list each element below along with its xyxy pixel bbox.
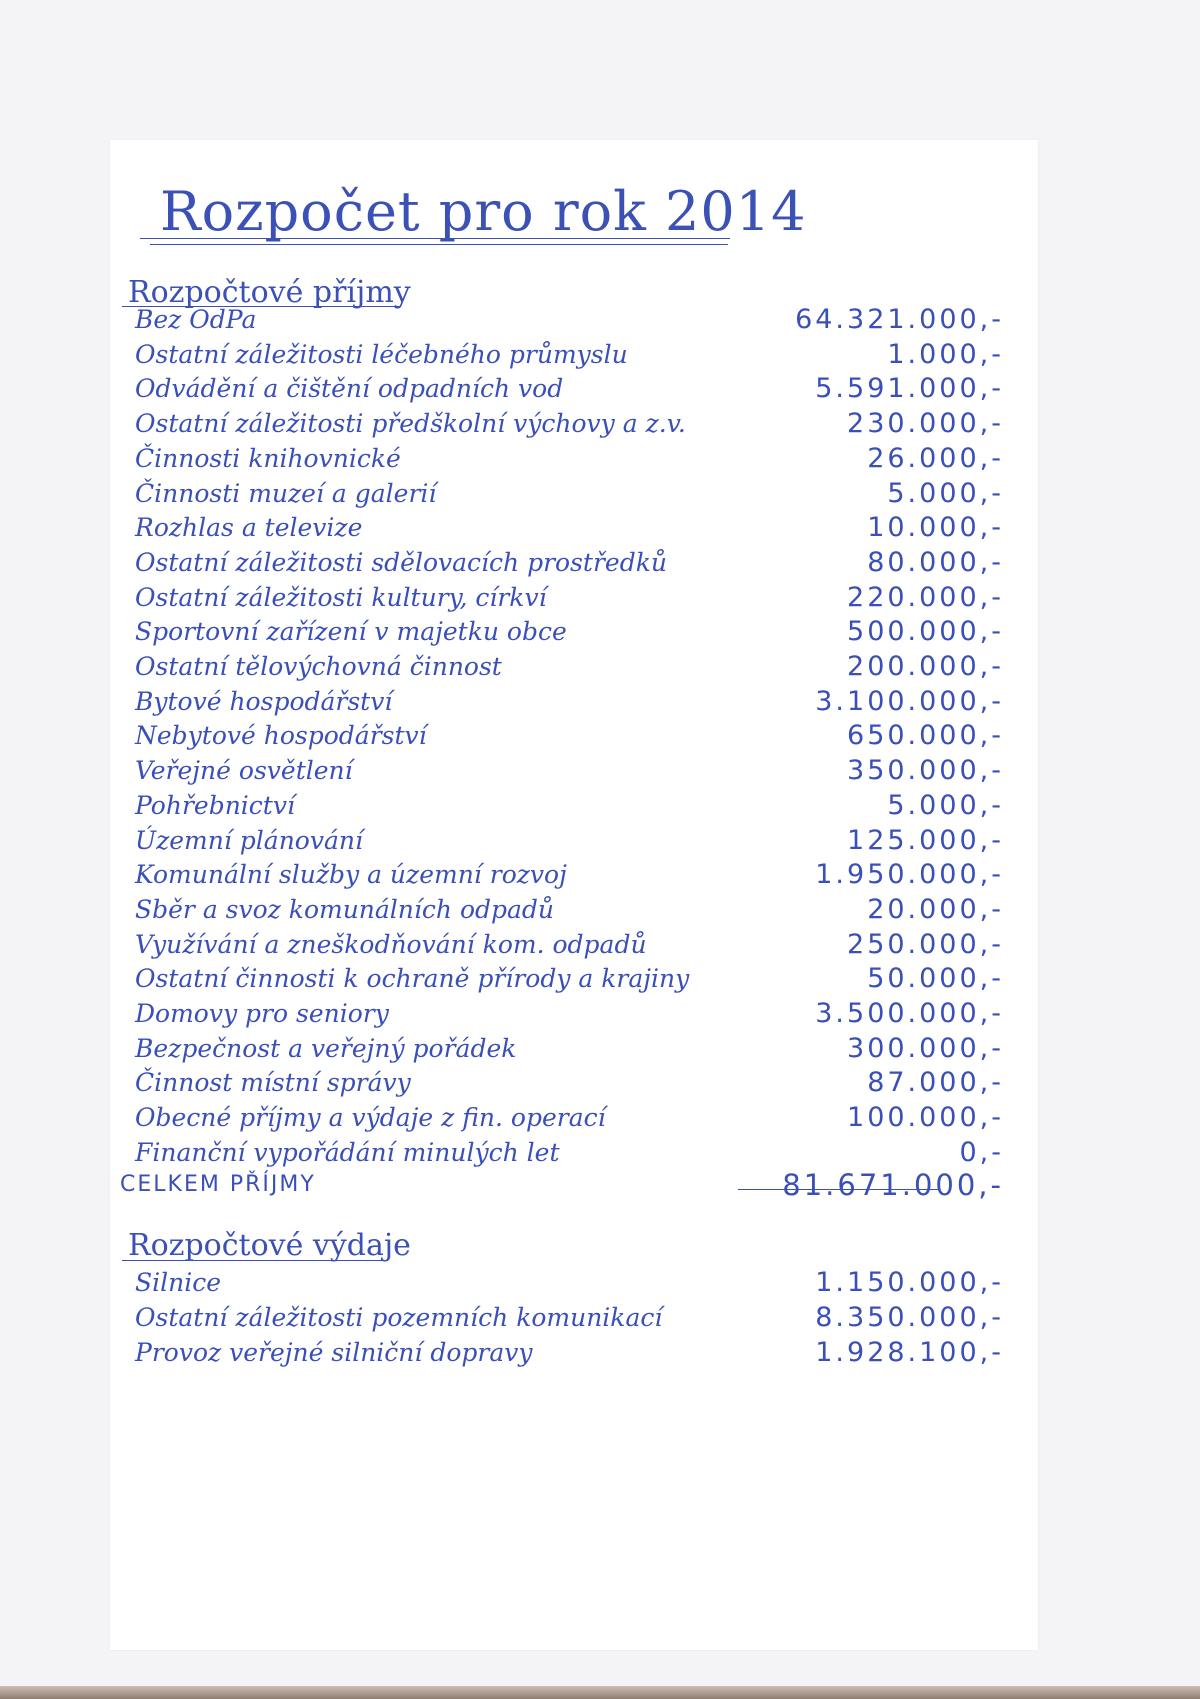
income-total-amount: 81.671.000,-: [782, 1168, 1004, 1202]
row-label: Bytové hospodářství: [135, 686, 393, 716]
row-amount: 300.000,-: [847, 1032, 1004, 1064]
row-label: Rozhlas a televize: [135, 513, 363, 543]
row-amount: 200.000,-: [847, 651, 1004, 682]
ledger-row: [0, 719, 1200, 753]
ledger-row: [0, 1136, 1200, 1170]
ledger-row: [0, 789, 1200, 823]
row-amount: 26.000,-: [867, 442, 1004, 474]
row-amount: 1.928.100,-: [815, 1337, 1004, 1368]
row-amount: 1.150.000,-: [815, 1267, 1004, 1298]
ledger-row: [0, 1066, 1200, 1100]
row-label: Bez OdPa: [135, 305, 257, 334]
ledger-row: [0, 754, 1200, 788]
ledger-row: [0, 303, 1200, 337]
income-total-row: [0, 1168, 1200, 1202]
row-amount: 100.000,-: [847, 1102, 1004, 1134]
row-label: Využívání a zneškodňování kom. odpadů: [135, 929, 647, 959]
row-amount: 500.000,-: [847, 616, 1004, 648]
ledger-row: [0, 928, 1200, 962]
income-total-label: CELKEM PŘÍJMY: [120, 1172, 316, 1197]
row-amount: 3.100.000,-: [815, 685, 1004, 717]
ledger-row: [0, 511, 1200, 545]
row-label: Veřejné osvětlení: [135, 756, 353, 786]
ledger-row: [0, 372, 1200, 406]
ledger-row: [0, 858, 1200, 892]
income-total-underline: [738, 1189, 940, 1190]
ledger-row: [0, 824, 1200, 858]
title-underline-second: [150, 244, 728, 245]
row-amount: 0,-: [959, 1136, 1004, 1168]
row-amount: 64.321.000,-: [795, 304, 1004, 335]
row-amount: 1.000,-: [887, 338, 1004, 370]
expenses-heading-underline: [122, 1260, 388, 1261]
row-amount: 5.591.000,-: [815, 373, 1004, 405]
title-underline: [140, 238, 730, 239]
ledger-row: [0, 1336, 1200, 1370]
row-label: Činnost místní správy: [135, 1068, 411, 1098]
row-amount: 250.000,-: [847, 928, 1004, 960]
ledger-row: [0, 685, 1200, 719]
ledger-row: [0, 546, 1200, 580]
row-amount: 1.950.000,-: [815, 859, 1004, 891]
row-label: Územní plánování: [135, 825, 363, 855]
ledger-row: [0, 1266, 1200, 1300]
row-amount: 20.000,-: [867, 893, 1004, 925]
row-label: Ostatní záležitosti předškolní výchovy a z.v.: [135, 409, 686, 439]
row-label: Činnosti muzeí a galerií: [135, 478, 437, 508]
row-label: Ostatní záležitosti léčebného průmyslu: [135, 339, 628, 369]
ledger-row: [0, 477, 1200, 511]
row-amount: 220.000,-: [847, 581, 1004, 613]
row-label: Nebytové hospodářství: [135, 721, 427, 751]
expenses-heading: Rozpočtové výdaje: [128, 1228, 411, 1263]
row-amount: 80.000,-: [867, 546, 1004, 578]
row-amount: 50.000,-: [867, 963, 1004, 995]
ledger-row: [0, 1101, 1200, 1135]
ledger-row: [0, 1301, 1200, 1335]
ledger-row: [0, 962, 1200, 996]
row-amount: 5.000,-: [887, 789, 1004, 821]
row-label: Domovy pro seniory: [135, 999, 389, 1028]
row-label: Činnosti knihovnické: [135, 443, 401, 473]
ledger-row: [0, 615, 1200, 649]
row-label: Pohřebnictví: [135, 790, 295, 820]
row-label: Finanční vypořádání minulých let: [135, 1137, 560, 1167]
ledger-row: [0, 650, 1200, 684]
row-label: Ostatní tělovýchovná činnost: [135, 652, 502, 681]
ledger-row: [0, 407, 1200, 441]
ledger-row: [0, 1032, 1200, 1066]
row-label: Sportovní zařízení v majetku obce: [135, 617, 567, 647]
row-amount: 650.000,-: [847, 720, 1004, 752]
row-amount: 125.000,-: [847, 824, 1004, 856]
row-amount: 10.000,-: [867, 512, 1004, 544]
row-label: Ostatní záležitosti sdělovacích prostředků: [135, 547, 667, 577]
income-heading: Rozpočtové příjmy: [128, 275, 411, 310]
row-amount: 87.000,-: [867, 1067, 1004, 1099]
row-label: Silnice: [135, 1268, 222, 1297]
scan-edge: [0, 1686, 1200, 1699]
row-label: Ostatní činnosti k ochraně přírody a krajiny: [135, 964, 690, 994]
row-amount: 3.500.000,-: [815, 998, 1004, 1029]
row-label: Odvádění a čištění odpadních vod: [135, 374, 564, 404]
ledger-row: [0, 442, 1200, 476]
ledger-row: [0, 338, 1200, 372]
row-amount: 8.350.000,-: [815, 1302, 1004, 1333]
ledger-row: [0, 581, 1200, 615]
row-amount: 350.000,-: [847, 755, 1004, 787]
row-label: Ostatní záležitosti kultury, církví: [135, 582, 547, 612]
ledger-row: [0, 893, 1200, 927]
page-title: Rozpočet pro rok 2014: [160, 180, 807, 243]
row-label: Ostatní záležitosti pozemních komunikací: [135, 1303, 663, 1332]
row-label: Obecné příjmy a výdaje z fin. operací: [135, 1103, 606, 1133]
row-label: Sběr a svoz komunálních odpadů: [135, 894, 555, 924]
row-amount: 230.000,-: [847, 408, 1004, 440]
row-amount: 5.000,-: [887, 477, 1004, 509]
row-label: Provoz veřejné silniční dopravy: [135, 1338, 533, 1367]
ledger-row: [0, 997, 1200, 1031]
row-label: Bezpečnost a veřejný pořádek: [135, 1033, 517, 1063]
row-label: Komunální služby a územní rozvoj: [135, 860, 567, 890]
